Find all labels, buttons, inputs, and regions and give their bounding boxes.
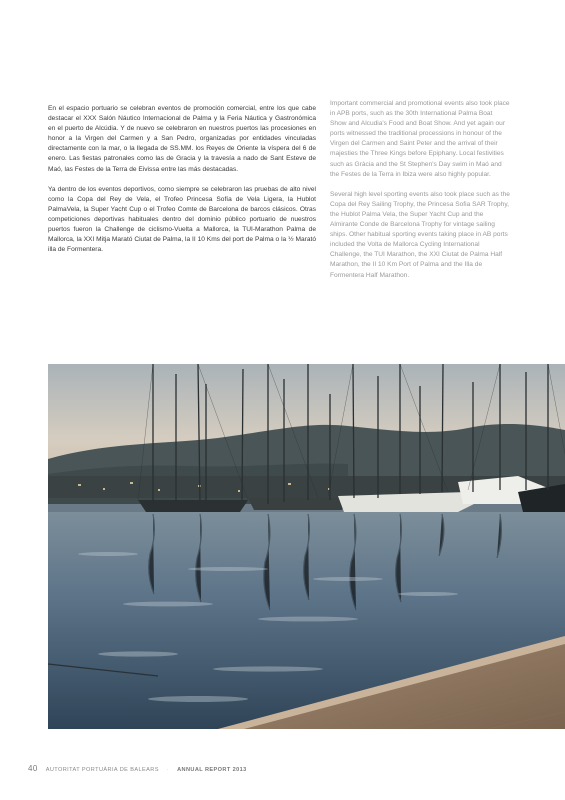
english-paragraph-2: Several high level sporting events also took place such as the Copa del Rey Sailing Trophy, the Princesa Sofia SAR Trophy, the Hublot Palma Vela, the Super Yacht Cup and the Almirante Conde de Barcelona Trophy for vintage sailing ships. Other habitual sporting events taking place in AB ports included the Volta de Mallorca Cycling International Challenge, the TUI Marathon, the XXI Ciutat de Palma Half Marathon, the II 10 Km Port of Palma and the Illa de Formentera Half Marathon. bbox=[330, 190, 510, 279]
spanish-paragraph-1: En el espacio portuario se celebran eventos de promoción comercial, entre los que cabe destacar el XXX Salón Náutico Internacional de Palma y la Feria Náutica y Gastronómica en el puerto de Alcúdia. Y de nuevo se celebraron en nuestros puertos las procesiones en honor a la Virgen del Carmen y a San Pedro, organizadas por entidades vinculadas directamente con la mar, o la llegada de SS.MM. los Reyes de Oriente la víspera del 6 de enero. Las fiestas patronales como las de Gracia y la travesía a nado de Sant Esteve de Maó, las Festes de la Terra de Eivissa entre las más destacadas. bbox=[48, 105, 316, 173]
report-title: ANNUAL REPORT 2013 bbox=[177, 767, 247, 773]
organization-name: AUTORITAT PORTUÀRIA DE BALEARS bbox=[45, 767, 159, 773]
spanish-paragraph-2: Ya dentro de los eventos deportivos, como siempre se celebraron las pruebas de alto nivel como la Copa del Rey de Vela, el Trofeo Princesa Sofía de Vela Ligera, la Hublot PalmaVela, la Super Yacht Cup o el Trofeo Comte de Barcelona de barcos clásicos. Otras competiciones deportivas habituales dentro del dominio público portuario de nuestros puertos fueron la Challenge de ciclismo-Vuelta a Mallorca, la TUI-Marathon Palma de Mallorca, la XXI Mitja Marató Ciutat de Palma, la II 10 Kms del port de Palma o la ½ Marató illa de Formentera. bbox=[48, 185, 316, 254]
page-number: 40 bbox=[28, 764, 38, 773]
footer-separator: · bbox=[166, 767, 170, 773]
spanish-column bbox=[48, 104, 316, 265]
harbour-photo bbox=[48, 364, 565, 729]
english-column bbox=[330, 99, 510, 291]
harbour-photo-illustration bbox=[48, 364, 565, 729]
page-footer bbox=[28, 764, 247, 773]
english-paragraph-1: Important commercial and promotional events also took place in APB ports, such as the 30th International Palma Boat Show and Alcudia's Food and Boat Show. And yet again our ports witnessed the traditional processions in honour of the Virgen del Carmen and Saint Peter and the arrival of their majesties the Three Kings before Epiphany. Local festivities such as Gràcia and the St Stephen's Day swim in Maó and the Festes de la Terra in Ibiza were also highly popular. bbox=[330, 100, 510, 178]
